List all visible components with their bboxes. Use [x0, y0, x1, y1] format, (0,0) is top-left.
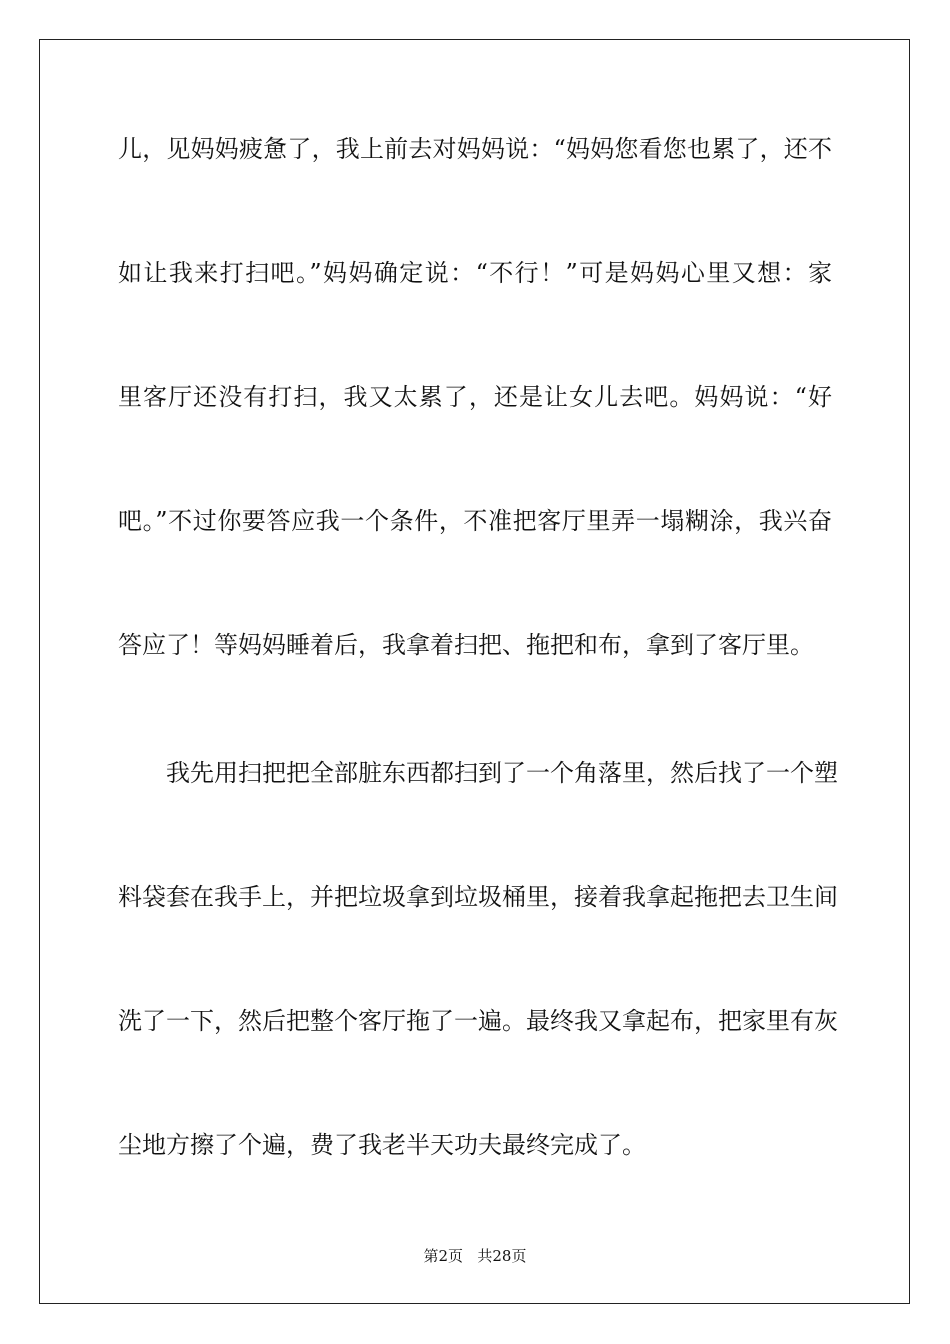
text-line-7: 料袋套在我手上，并把垃圾拿到垃圾桶里，接着我拿起拖把去卫生间: [118, 883, 838, 911]
text-line-8: 洗了一下，然后把整个客厅拖了一遍。最终我又拿起布，把家里有灰: [118, 1007, 838, 1035]
text-line-1: 儿，见妈妈疲惫了，我上前去对妈妈说：“妈妈您看您也累了，还不: [118, 135, 832, 163]
page-footer: [0, 1246, 950, 1266]
text-line-9: 尘地方擦了个遍，费了我老半天功夫最终完成了。: [118, 1131, 646, 1159]
text-line-5: 答应了！等妈妈睡着后，我拿着扫把、拖把和布，拿到了客厅里。: [118, 631, 814, 659]
text-line-6: 我先用扫把把全部脏东西都扫到了一个角落里，然后找了一个塑: [166, 759, 838, 787]
text-line-2: 如让我来打扫吧。”妈妈确定说：“不行！”可是妈妈心里又想：家: [118, 259, 832, 287]
page-number: 第2页: [423, 1247, 464, 1265]
text-line-3: 里客厅还没有打扫，我又太累了，还是让女儿去吧。妈妈说：“好: [118, 383, 832, 411]
text-line-4: 吧。”不过你要答应我一个条件，不准把客厅里弄一塌糊涂，我兴奋: [118, 507, 832, 535]
page-border: [39, 39, 910, 1304]
page-total: 共28页: [477, 1247, 527, 1265]
